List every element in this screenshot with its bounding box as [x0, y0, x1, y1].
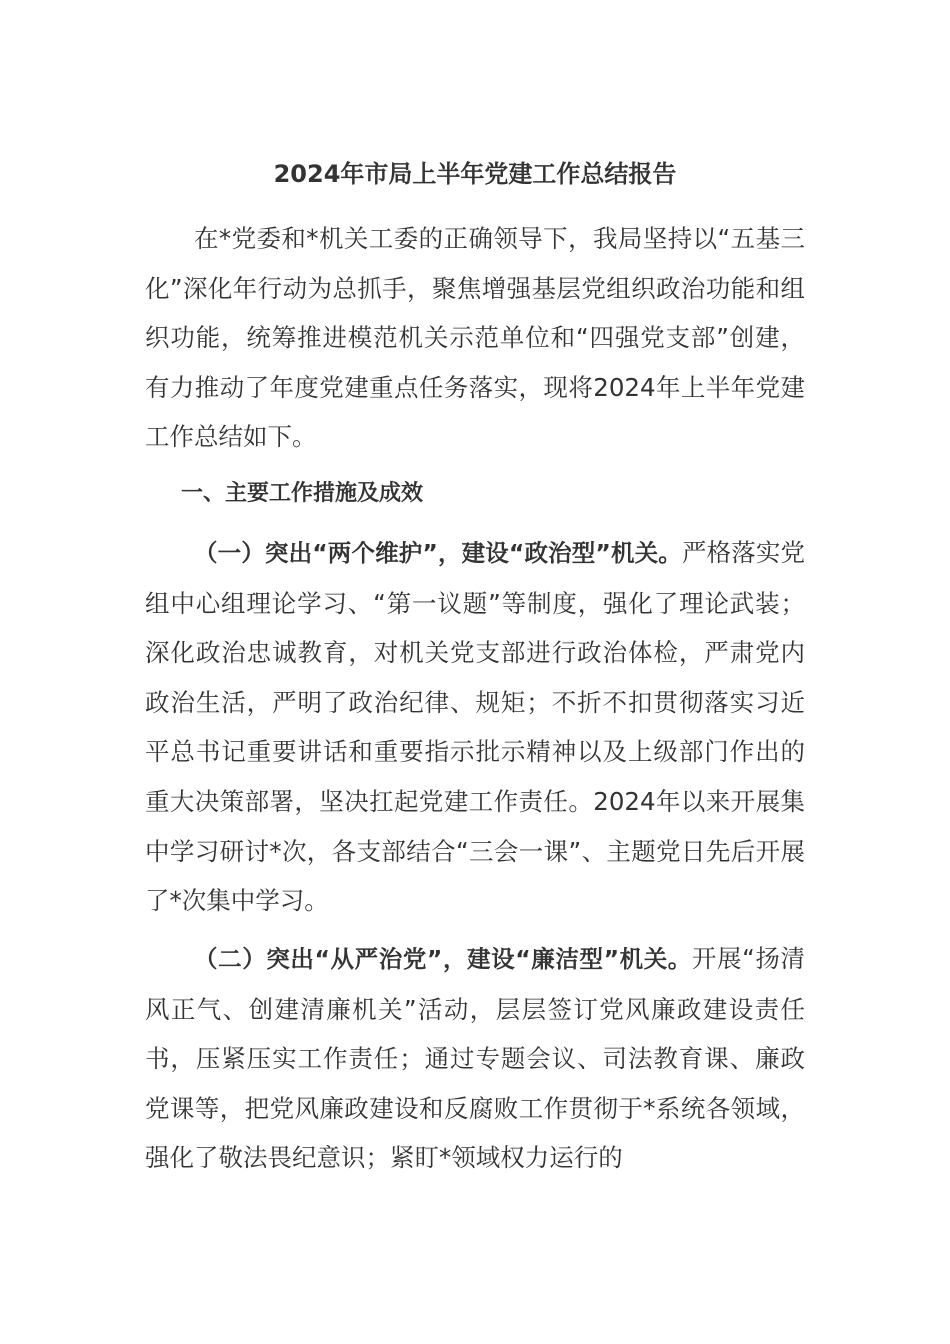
item-paragraph-2 [145, 934, 805, 1183]
item-lead-1: （一）突出“两个维护”，建设“政治型”机关。 [194, 539, 682, 567]
item-lead-2: （二）突出“从严治党”，建设“廉洁型”机关。 [194, 945, 692, 973]
document-title: 2024年市局上半年党建工作总结报告 [273, 160, 677, 188]
section-heading: 一、主要工作措施及成效 [181, 481, 424, 506]
intro-paragraph: 在*党委和*机关工委的正确领导下，我局坚持以“五基三化”深化年行动为总抓手，聚焦增强基层党组织政治功能和组织功能，统筹推进模范机关示范单位和“四强党支部”创建，有力推动了年度党建重点任务落实，现将2024年上半年党建工作总结如下。 [145, 224, 805, 452]
item-paragraph-1 [145, 528, 805, 926]
item-text-1: 严格落实党组中心组理论学习、“第一议题”等制度，强化了理论武装；深化政治忠诚教育，对机关党支部进行政治体检，严肃党内政治生活，严明了政治纪律、规矩；不折不扣贯彻落实习近平总书记重要讲话和重要指示批示精神以及上级部门作出的重大决策部署，坚决扛起党建工作责任。2024年以来开展集中学习研讨*次，各支部结合“三会一课”、主题党日先后开展了*次集中学习。 [145, 538, 806, 916]
item-text-2: 开展“扬清风正气、创建清廉机关”活动，层层签订党风廉政建设责任书，压紧压实工作责任；通过专题会议、司法教育课、廉政党课等，把党风廉政建设和反腐败工作贯彻于*系统各领域，强化了敬法畏纪意识；紧盯*领域权力运行的 [145, 944, 806, 1173]
